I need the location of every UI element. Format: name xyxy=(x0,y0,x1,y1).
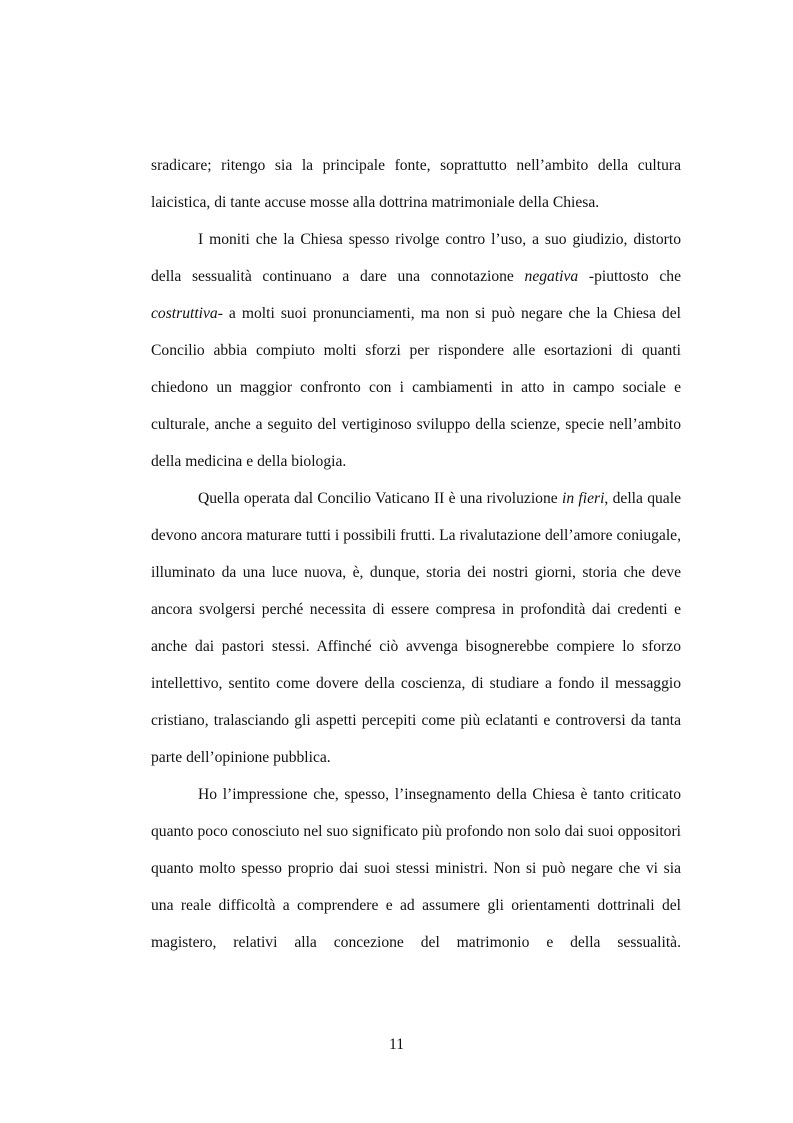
paragraph-4 xyxy=(151,776,681,961)
text-segment: , della quale devono ancora maturare tutti i possibili frutti. La rivalutazione dell’amore coniugale, illuminato da una luce nuova, è, dunque, storia dei nostri giorni, storia che deve ancora svolgersi perché necessita di essere compresa in profondità dai credenti e anche dai pastori stessi. Affinché ciò avvenga bisognerebbe compiere lo sforzo intellettivo, sentito come dovere della coscienza, di studiare a fondo il messaggio cristiano, tralasciando gli aspetti percepiti come più eclatanti e controversi da tanta parte dell’opinione pubblica. xyxy=(151,490,681,766)
text-segment: -piuttosto che xyxy=(578,268,681,285)
text-segment: Quella operata dal Concilio Vaticano II è una rivoluzione xyxy=(198,490,562,507)
text-segment: sradicare; ritengo sia la principale fonte, soprattutto nell’ambito della cultura laicistica, di tante accuse mosse alla dottrina matrimoniale della Chiesa. xyxy=(151,157,681,211)
paragraph-3 xyxy=(151,480,681,776)
paragraph-2 xyxy=(151,221,681,480)
italic-term: in fieri xyxy=(562,490,605,507)
italic-term: costruttiva xyxy=(151,305,218,322)
body-text xyxy=(151,147,681,961)
text-segment: - a molti suoi pronunciamenti, ma non si può negare che la Chiesa del Concilio abbia compiuto molti sforzi per rispondere alle esortazioni di quanti chiedono un maggior confronto con i cambiamenti in atto in campo sociale e culturale, anche a seguito del vertiginoso sviluppo della scienze, specie nell’ambito della medicina e della biologia. xyxy=(151,305,681,470)
page-number: 11 xyxy=(388,1036,404,1053)
paragraph-1 xyxy=(151,147,681,221)
text-segment: I moniti che la Chiesa spesso rivolge contro l’uso, a suo giudizio, distorto della sessualità continuano a dare una connotazione xyxy=(151,231,681,285)
italic-term: negativa xyxy=(524,268,579,285)
text-segment: Ho l’impressione che, spesso, l’insegnamento della Chiesa è tanto criticato quanto poco conosciuto nel suo significato più profondo non solo dai suoi oppositori quanto molto spesso proprio dai suoi stessi ministri. Non si può negare che vi sia una reale difficoltà a comprendere e ad assumere gli orientamenti dottrinali del magistero, relativi alla concezione del matrimonio e della sessualità. xyxy=(151,786,681,951)
